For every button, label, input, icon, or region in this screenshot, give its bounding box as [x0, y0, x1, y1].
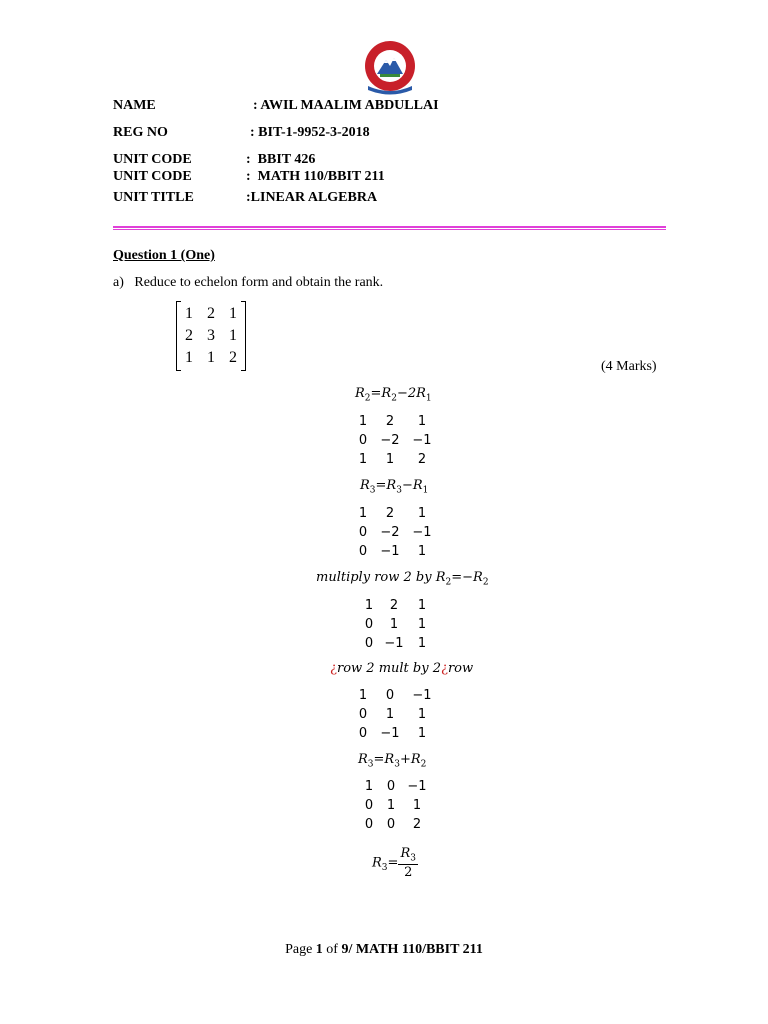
header-label-name: NAME [113, 98, 156, 113]
matrix-cell: 0 [358, 433, 368, 448]
step-6-operation: $R_3=$ $\frac{R_3}{2}$ [372, 846, 416, 880]
footer-suffix: / MATH 110/BBIT 211 [348, 942, 483, 957]
matrix-cell: 3 [207, 327, 215, 344]
question-part-a: a) Reduce to echelon form and obtain the rank. [113, 275, 384, 290]
matrix-cell: 1 [358, 688, 368, 703]
matrix-cell: 0 [358, 525, 368, 540]
matrix-cell: 1 [364, 779, 374, 794]
matrix-cell: 0 [364, 817, 374, 832]
matrix-cell: 2 [412, 817, 422, 832]
header-label-unitcode-2: UNIT CODE [113, 169, 192, 184]
matrix-cell: 1 [417, 636, 427, 651]
matrix-cell: 1 [417, 506, 427, 521]
matrix-cell: 1 [185, 305, 193, 322]
matrix-cell: 0 [364, 798, 374, 813]
matrix-cell: −1 [412, 433, 432, 448]
header-label-unitcode-1: UNIT CODE [113, 152, 192, 167]
footer-prefix: Page [285, 942, 316, 957]
matrix-cell: 1 [358, 506, 368, 521]
footer-page-number: 1 [315, 942, 323, 957]
matrix-cell: 0 [358, 726, 368, 741]
step-1-operation: $R_2=R_2-2R_1$ [355, 386, 432, 404]
step-3-operation: multiply row 2 by $R_2=-R_2$ [316, 570, 489, 588]
page-footer [0, 942, 768, 958]
matrix-cell: 1 [358, 414, 368, 429]
matrix-cell: 2 [229, 349, 237, 366]
matrix-cell: 0 [385, 688, 395, 703]
header-value-unitcode-2: : MATH 110/BBIT 211 [246, 169, 385, 184]
step-2-operation: $R_3=R_3-R_1$ [360, 478, 429, 496]
matrix-cell: 0 [358, 707, 368, 722]
university-logo [362, 40, 418, 96]
matrix-cell: 0 [364, 636, 374, 651]
matrix-cell: −1 [380, 544, 400, 559]
matrix-cell: 1 [417, 617, 427, 632]
header-value-unittitle: :LINEAR ALGEBRA [246, 190, 378, 205]
matrix-cell: 1 [417, 598, 427, 613]
matrix-cell: 1 [229, 305, 237, 322]
matrix-cell: −2 [380, 525, 400, 540]
footer-page-total: 9 [341, 942, 349, 957]
matrix-cell: −1 [412, 525, 432, 540]
matrix-cell: −1 [407, 779, 427, 794]
matrix-cell: −1 [380, 726, 400, 741]
header-value-regno: : BIT-1-9952-3-2018 [250, 125, 370, 140]
matrix-cell: 1 [417, 707, 427, 722]
matrix-cell: 2 [385, 506, 395, 521]
header-divider [113, 226, 666, 228]
step-5-operation: $R_3=R_3+R_2$ [358, 752, 427, 770]
matrix-cell: 1 [358, 452, 368, 467]
header-value-name: : AWIL MAALIM ABDULLAI [253, 98, 439, 113]
matrix-cell: 1 [417, 414, 427, 429]
matrix-cell: 1 [417, 726, 427, 741]
matrix-cell: −1 [412, 688, 432, 703]
matrix-cell: 2 [185, 327, 193, 344]
question-title: Question 1 (One) [113, 248, 215, 263]
matrix-cell: 1 [385, 707, 395, 722]
matrix-cell: 2 [385, 414, 395, 429]
header-label-regno: REG NO [113, 125, 168, 140]
step-4-operation: ¿row 2 mult by 2¿row [330, 661, 474, 676]
header-value-unitcode-1: : BBIT 426 [246, 152, 316, 167]
footer-of: of [322, 942, 342, 957]
matrix-cell: 1 [185, 349, 193, 366]
matrix-cell: 2 [389, 598, 399, 613]
matrix-cell: 2 [417, 452, 427, 467]
matrix-cell: 0 [358, 544, 368, 559]
matrix-cell: 1 [364, 598, 374, 613]
matrix-cell: 1 [412, 798, 422, 813]
given-matrix [176, 301, 246, 371]
header-divider-thin [113, 229, 666, 230]
matrix-cell: 0 [386, 817, 396, 832]
marks-label: (4 Marks) [601, 359, 657, 374]
matrix-cell: 1 [417, 544, 427, 559]
matrix-cell: 1 [229, 327, 237, 344]
matrix-cell: 1 [389, 617, 399, 632]
matrix-cell: 1 [385, 452, 395, 467]
header-label-unittitle: UNIT TITLE [113, 190, 194, 205]
matrix-cell: −2 [380, 433, 400, 448]
matrix-cell: 1 [207, 349, 215, 366]
matrix-cell: −1 [384, 636, 404, 651]
matrix-cell: 0 [386, 779, 396, 794]
matrix-cell: 0 [364, 617, 374, 632]
matrix-cell: 2 [207, 305, 215, 322]
matrix-cell: 1 [386, 798, 396, 813]
